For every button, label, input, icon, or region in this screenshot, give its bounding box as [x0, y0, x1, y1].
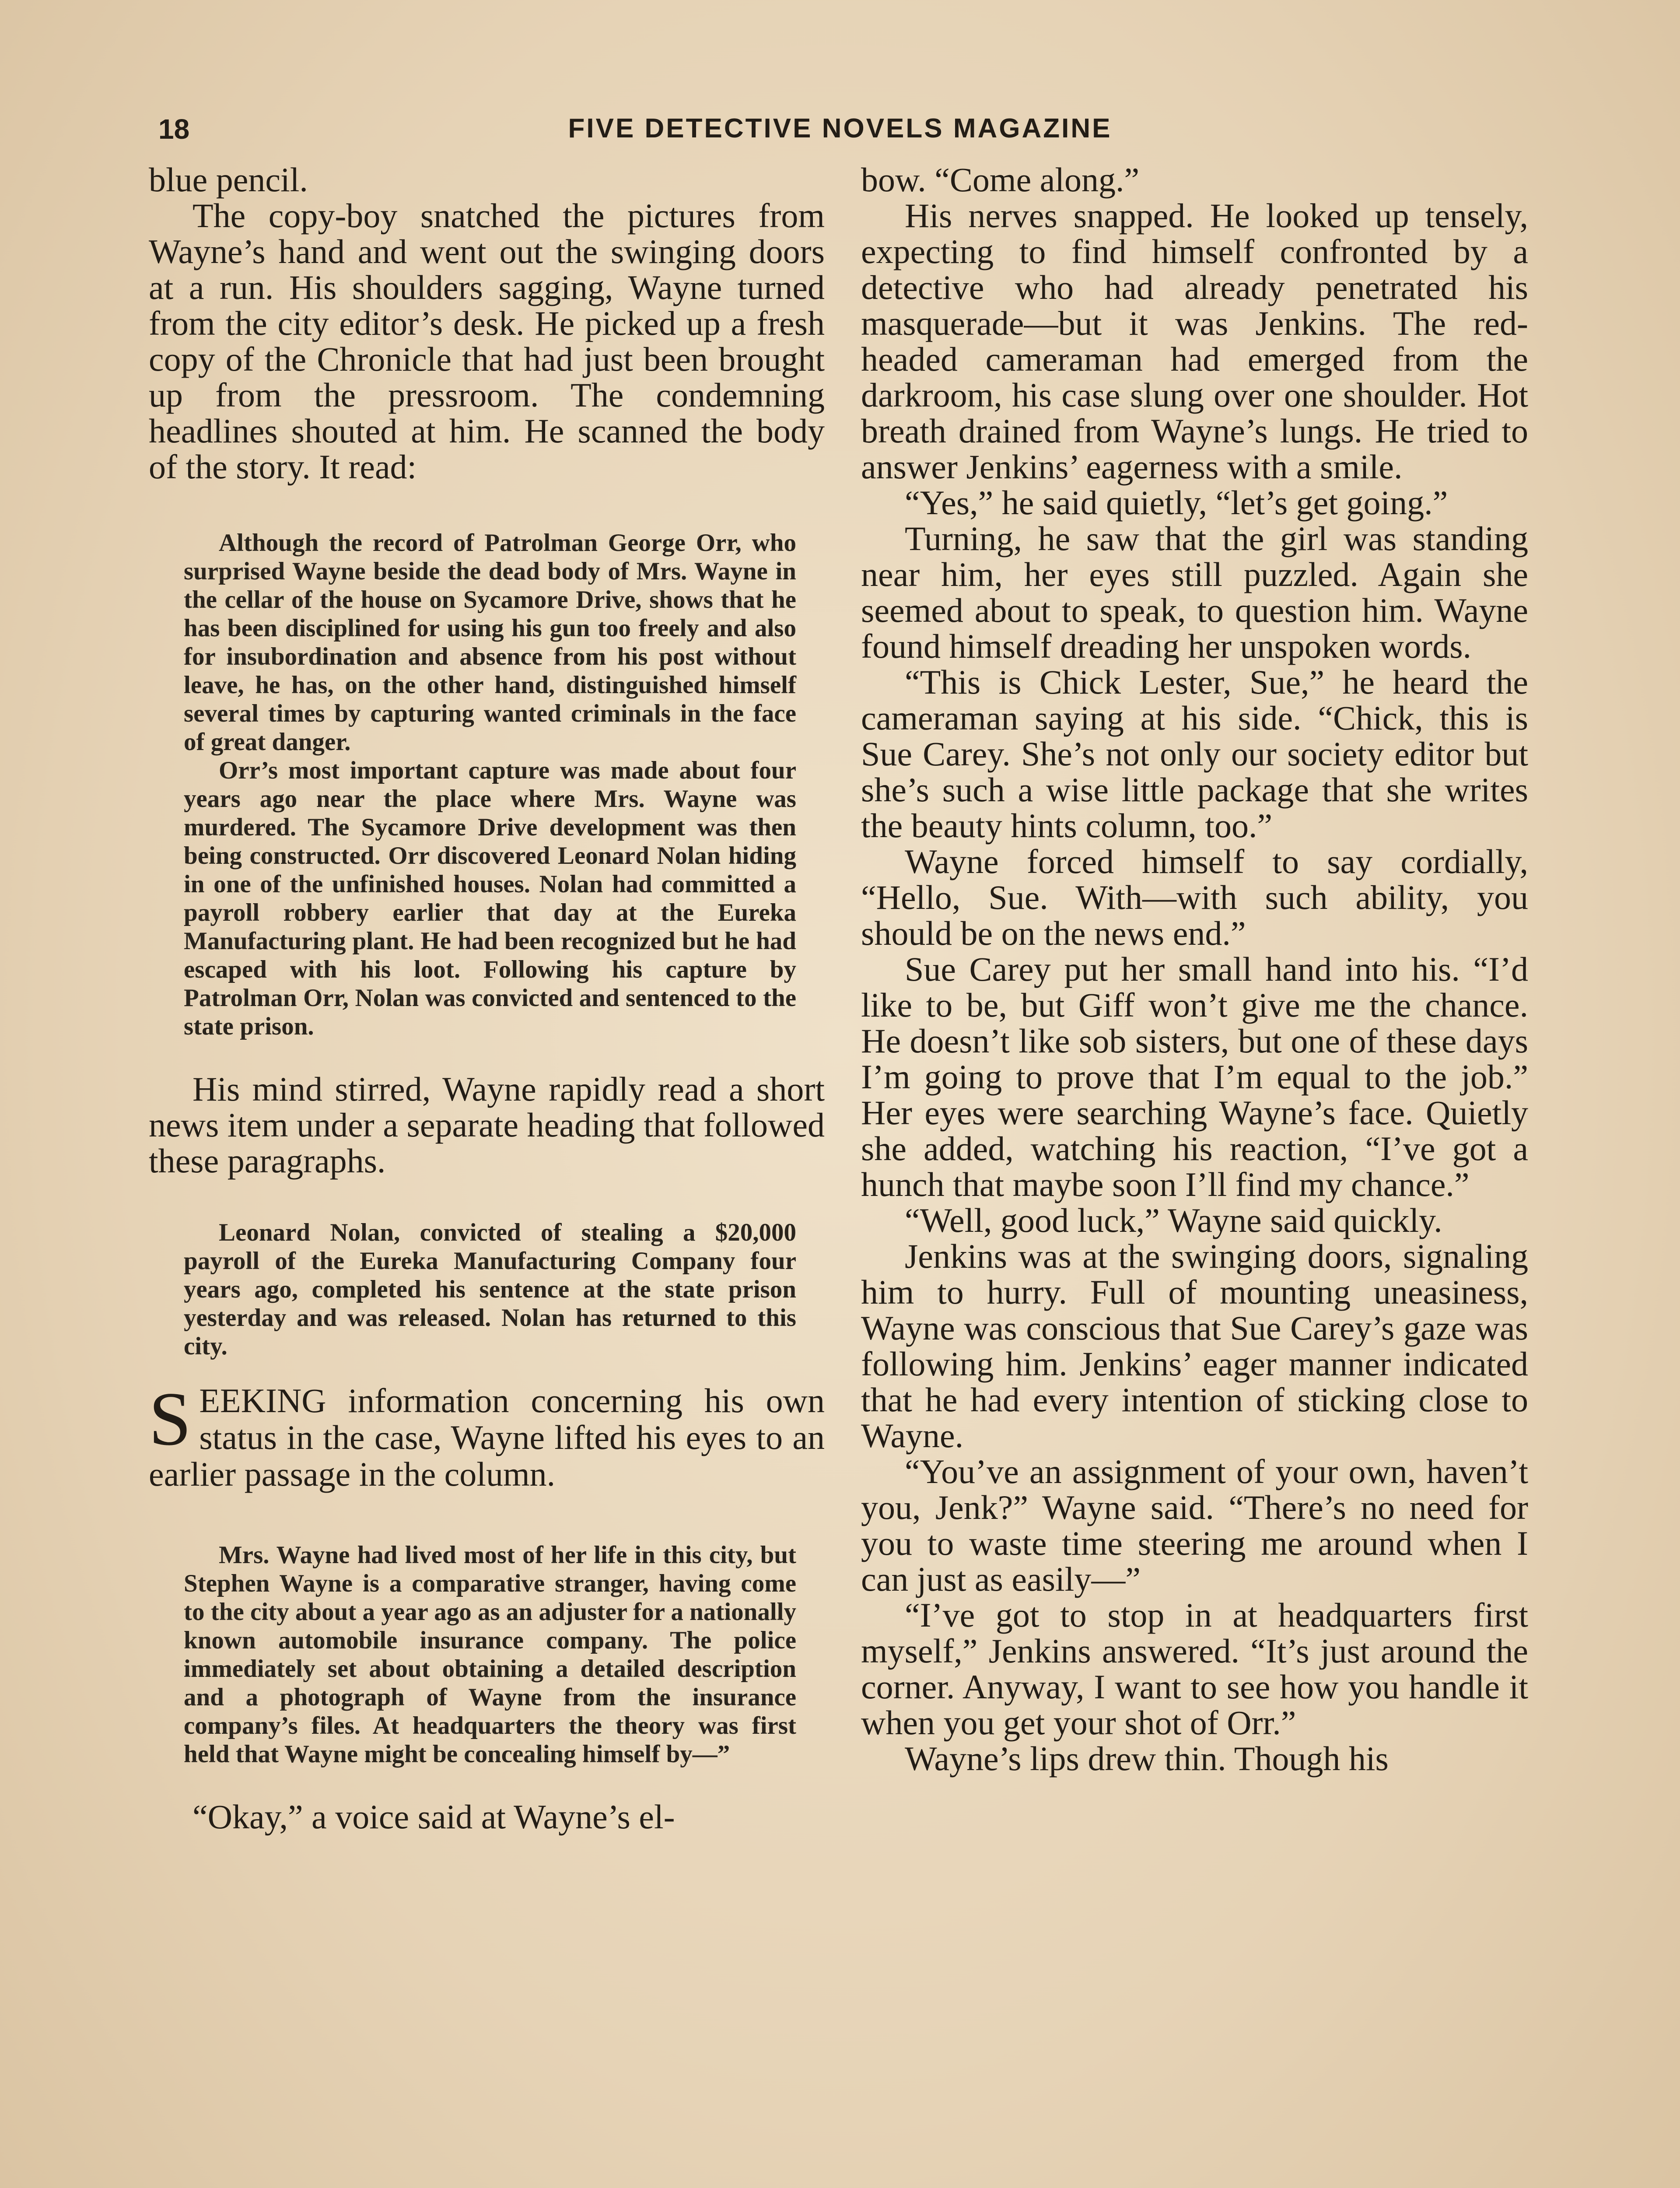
- paragraph: The copy-boy snatched the pictures from Wayne’s hand and went out the swinging doors at a run. His shoulders sagging, Wayne turned from the city editor’s desk. He picked up a fresh copy of the Chronicle that had just been brought up from the pressroom. The condemning headlines shouted at him. He scanned the body of the story. It read:: [149, 196, 825, 486]
- paragraph: “You’ve an assignment of your own, haven’t you, Jenk?” Wayne said. “There’s no need for you to waste time steering me around when I can just as easily—”: [861, 1452, 1528, 1598]
- paragraph: “Okay,” a voice said at Wayne’s el-: [192, 1798, 675, 1836]
- right-column: [861, 162, 1528, 1777]
- paragraph: blue pencil.: [149, 161, 308, 199]
- drop-cap: S: [149, 1376, 192, 1461]
- running-head: FIVE DETECTIVE NOVELS MAGAZINE: [568, 113, 1112, 144]
- excerpt-paragraph: Although the record of Patrolman George Orr, who surprised Wayne beside the dead body of Mrs. Wayne in the cellar of the house on Sycamore Drive, shows that he has been disciplined for using his gun too freely and also for insubordination and absence from his post without leave, he has, on the other hand, distinguished himself several times by capturing wanted criminals in the face of great danger.: [184, 529, 796, 756]
- left-column: [149, 162, 825, 1835]
- page-number: 18: [158, 113, 190, 145]
- news-excerpt: [184, 529, 796, 1041]
- excerpt-paragraph: Leonard Nolan, convicted of stealing a $20,000 payroll of the Eureka Manufacturing Company four years ago, completed his sentence at the state prison yesterday and was released. Nolan has returned to this city.: [184, 1219, 796, 1360]
- paragraph: Wayne forced himself to say cordially, “Hello, Sue. With—with such ability, you should be on the news end.”: [861, 842, 1528, 952]
- paragraph: “I’ve got to stop in at headquarters first myself,” Jenkins answered. “It’s just around the corner. Anyway, I want to see how you handle it when you get your shot of Orr.”: [861, 1596, 1528, 1742]
- paragraph: “This is Chick Lester, Sue,” he heard the cameraman saying at his side. “Chick, this is Sue Carey. She’s not only our society editor but she’s such a wise little package that she writes the beauty hints column, too.”: [861, 663, 1528, 845]
- excerpt-paragraph: Orr’s most important capture was made about four years ago near the place where Mrs. Wayne was murdered. The Sycamore Drive development was then being constructed. Orr discovered Leonard Nolan hiding in one of the unfinished houses. Nolan had committed a payroll robbery earlier that day at the Eureka Manufacturing plant. He had been recognized but he had escaped with his loot. Following his capture by Patrolman Orr, Nolan was convicted and sentenced to the state prison.: [184, 757, 796, 1040]
- paragraph: Jenkins was at the swinging doors, signaling him to hurry. Full of mounting uneasiness, Wayne was conscious that Sue Carey’s gaze was following him. Jenkins’ eager manner indicated that he had every intention of sticking close to Wayne.: [861, 1237, 1528, 1455]
- paragraph: His nerves snapped. He looked up tensely, expecting to find himself confronted by a detective who had already penetrated his masquerade—but it was Jenkins. The red-headed cameraman had emerged from the darkroom, his case slung over one shoulder. Hot breath drained from Wayne’s lungs. He tried to answer Jenkins’ eagerness with a smile.: [861, 196, 1528, 486]
- paragraph: “Well, good luck,” Wayne said quickly.: [905, 1201, 1442, 1239]
- column-passage: [184, 1541, 796, 1768]
- news-item: [184, 1218, 796, 1360]
- paragraph: Wayne’s lips drew thin. Though his: [905, 1739, 1389, 1778]
- excerpt-paragraph: Mrs. Wayne had lived most of her life in this city, but Stephen Wayne is a comparative stranger, having come to the city about a year ago as an adjuster for a nationally known automobile insurance company. The police immediately set about obtaining a detailed description and a photograph of Wayne from the insurance company’s files. At headquarters the theory was first held that Wayne might be concealing himself by—”: [184, 1541, 796, 1768]
- paragraph: Turning, he saw that the girl was standing near him, her eyes still puzzled. Again she seemed about to speak, to question him. Wayne found himself dreading her unspoken words.: [861, 519, 1528, 665]
- paragraph: His mind stirred, Wayne rapidly read a short news item under a separate heading that followed these paragraphs.: [149, 1070, 825, 1180]
- paragraph: bow. “Come along.”: [861, 161, 1140, 199]
- section-paragraph: [149, 1376, 825, 1493]
- paragraph: Sue Carey put her small hand into his. “I’d like to be, but Giff won’t give me the chance. He doesn’t like sob sisters, but one of these days I’m going to prove that I’m equal to the job.” Her eyes were searching Wayne’s face. Quietly she added, watching his reaction, “I’ve got a hunch that maybe soon I’ll find my chance.”: [861, 950, 1528, 1203]
- section-text: EEKING information concerning his own status in the case, Wayne lifted his eyes to an earlier passage in the column.: [149, 1382, 825, 1493]
- paragraph: “Yes,” he said quietly, “let’s get going.”: [905, 484, 1448, 522]
